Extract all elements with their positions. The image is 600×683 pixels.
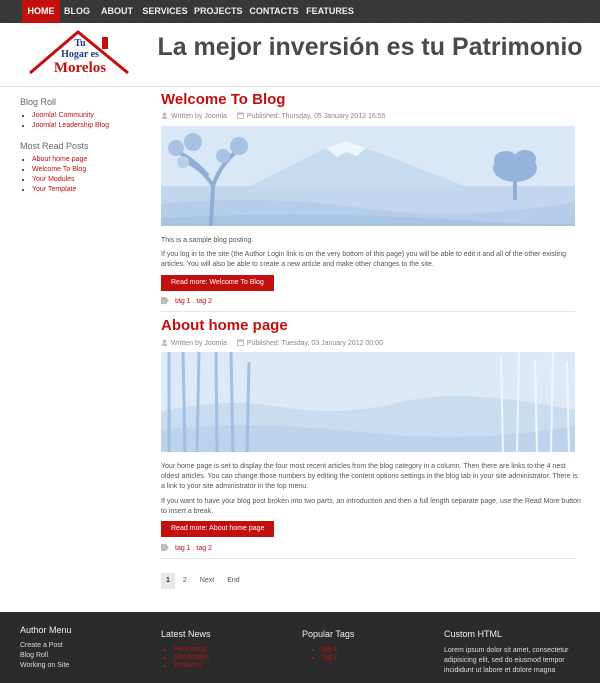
tag-link[interactable]: tag 1 xyxy=(175,545,191,552)
tag-link[interactable]: tag 2 xyxy=(196,298,212,305)
list-item[interactable]: • Welcome To Blog xyxy=(32,165,87,175)
blog-roll-list xyxy=(32,111,109,131)
article-date: Published: Tuesday, 03 January 2012 00:00 xyxy=(246,340,383,347)
list-item[interactable]: • Joomla! Community xyxy=(32,111,109,121)
popular-tags-list xyxy=(322,646,338,662)
most-read-list xyxy=(32,155,87,195)
read-more-button[interactable]: Read more: About home page xyxy=(161,521,274,537)
user-icon xyxy=(161,339,168,346)
article-author: Written by Joomla xyxy=(171,113,227,120)
header-divider xyxy=(0,86,600,87)
article-divider xyxy=(161,558,575,559)
author-menu-title: Author Menu xyxy=(20,625,72,635)
nav-services[interactable]: SERVICES xyxy=(142,6,188,16)
logo-line3: Morelos xyxy=(53,60,107,76)
list-item[interactable]: Blog Roll xyxy=(20,652,49,659)
most-read-title: Most Read Posts xyxy=(20,141,89,151)
nav-home[interactable]: HOME xyxy=(22,0,60,23)
nav-contacts[interactable]: CONTACTS xyxy=(249,6,299,16)
page-current: 1 xyxy=(161,573,175,589)
article-meta xyxy=(161,112,386,120)
article-tags: tag 1 . tag 2 xyxy=(161,544,212,552)
pagination xyxy=(161,573,248,589)
article-image-bamboo xyxy=(161,352,575,452)
article-paragraph: Your home page is set to display the four most recent articles from the blog category in a column. Then there are links to the 4 nest oldest articles. You can change those numbers by editing the content options settings in the blog tab in your site administrator. There is a link to your site administrator in the top menu. xyxy=(161,463,578,490)
calendar-icon xyxy=(237,112,244,119)
article-paragraph: If you want to have your blog post broken into two parts, an introduction and then a full length separate page, use the Read More button to insert a break. xyxy=(161,498,581,515)
page-link[interactable]: 2 xyxy=(182,577,187,584)
list-item[interactable]: • About home page xyxy=(32,155,87,165)
article-title[interactable]: Welcome To Blog xyxy=(161,91,286,108)
calendar-icon xyxy=(237,339,244,346)
author-menu-list xyxy=(20,641,69,671)
article-paragraph: This is a sample blog posting. xyxy=(161,237,254,244)
article-date: Published: Thursday, 05 January 2012 16:55 xyxy=(246,113,386,120)
blog-roll-title: Blog Roll xyxy=(20,97,57,107)
article-paragraph: If you log in to the site (the Author Login link is on the very bottom of this page) you will be able to edit it and all of the other existing articles. You will also be able to create a new article and make other changes to the site. xyxy=(161,251,567,268)
list-item[interactable]: • Joomla! Leadership Blog xyxy=(32,121,109,131)
list-item[interactable]: • Font Icons xyxy=(174,646,209,654)
list-item[interactable]: • Shortcodes xyxy=(174,654,209,662)
popular-tags-title: Popular Tags xyxy=(302,629,355,639)
list-item[interactable]: Create a Post xyxy=(20,642,63,649)
nav-projects[interactable]: PROJECTS xyxy=(194,6,243,16)
list-item[interactable]: • tag 2 xyxy=(322,654,338,662)
custom-html-text: Lorem ipsum dolor sit amet, consectetur adipisicing elit, sed do eiusmod tempor incididunt ut labore et dolore magna xyxy=(444,647,569,674)
list-item[interactable]: • Your Template xyxy=(32,185,87,195)
tag-link[interactable]: tag 1 xyxy=(175,298,191,305)
list-item[interactable]: • tag 1 xyxy=(322,646,338,654)
latest-news-title: Latest News xyxy=(161,629,211,639)
tag-icon xyxy=(161,297,169,304)
list-item[interactable]: Working on Site xyxy=(20,662,70,669)
logo-line1: Tu xyxy=(74,38,86,49)
article-title[interactable]: About home page xyxy=(161,317,288,334)
latest-news-list xyxy=(174,646,209,670)
custom-html-title: Custom HTML xyxy=(444,629,503,639)
tag-link[interactable]: tag 2 xyxy=(196,545,212,552)
article-image-mountain xyxy=(161,126,575,226)
article-author: Written by Joomla xyxy=(171,340,227,347)
nav-about[interactable]: ABOUT xyxy=(101,6,133,16)
list-item[interactable]: • Features xyxy=(174,662,209,670)
read-more-button[interactable]: Read more: Welcome To Blog xyxy=(161,275,274,291)
article-meta xyxy=(161,339,383,347)
user-icon xyxy=(161,112,168,119)
tag-icon xyxy=(161,544,169,551)
site-logo[interactable] xyxy=(24,27,136,79)
nav-features[interactable]: FEATURES xyxy=(306,6,354,16)
page-end[interactable]: End xyxy=(227,577,240,584)
nav-blog[interactable]: BLOG xyxy=(64,6,90,16)
page-next[interactable]: Next xyxy=(199,577,215,584)
top-navigation xyxy=(0,0,600,23)
article-divider xyxy=(161,311,575,312)
logo-line2: Hogar es xyxy=(61,49,99,60)
list-item[interactable]: • Your Modules xyxy=(32,175,87,185)
article-tags: tag 1 . tag 2 xyxy=(161,297,212,305)
site-tagline: La mejor inversión es tu Patrimonio xyxy=(157,33,583,61)
